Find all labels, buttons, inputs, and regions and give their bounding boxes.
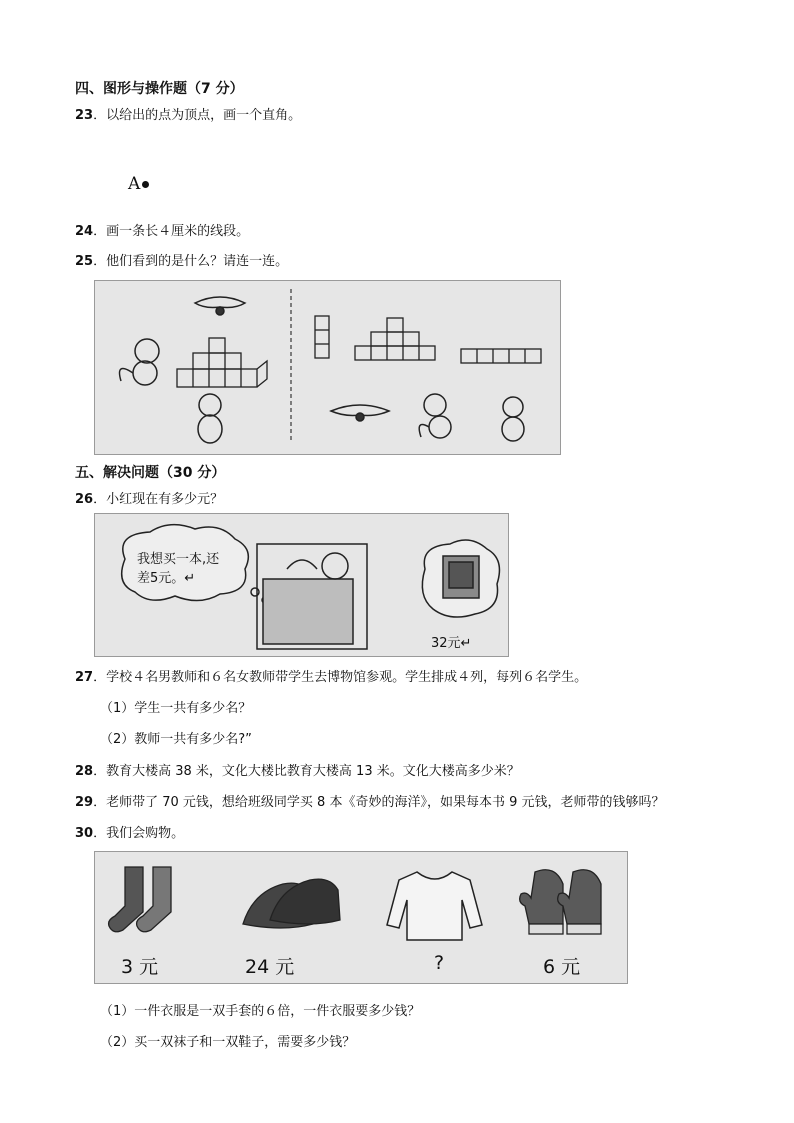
book-thought-icon <box>422 540 499 617</box>
question-text: 老师带了 70 元钱，想给班级同学买 8 本《奇妙的海洋》，如果每本书 9 元钱，老师带的钱够吗？ <box>106 795 665 810</box>
question-text: 教育大楼高 38 米，文化大楼比教育大楼高 13 米。文化大楼高多少米？ <box>106 764 520 779</box>
sweater-price: ? <box>434 952 445 974</box>
question-text: 他们看到的是什么？请连一连。 <box>106 254 289 269</box>
top-view-icon <box>461 349 541 363</box>
question-28: 28．教育大楼高 38 米，文化大楼比教育大楼高 13 米。文化大楼高多少米？ <box>75 764 520 779</box>
block-pyramid-icon <box>177 338 267 387</box>
question-number: 23 <box>75 108 94 123</box>
question-30: 30．我们会购物。 <box>75 826 185 841</box>
point-a <box>128 174 149 194</box>
point-dot-icon <box>142 181 149 188</box>
question-text: 小红现在有多少元？ <box>106 492 224 507</box>
front-view-icon <box>355 318 435 360</box>
question-number: 29 <box>75 795 94 810</box>
bubble-text-line2: 差5元。↵ <box>137 571 196 586</box>
monkey-icon <box>120 339 160 385</box>
question-number: 27 <box>75 670 94 685</box>
question-text: 画一条长４厘米的线段。 <box>106 224 250 239</box>
question-23: 23．以给出的点为顶点，画一个直角。 <box>75 108 302 123</box>
mittens-price: 6 元 <box>543 956 581 978</box>
shoes-price: 24 元 <box>245 956 295 978</box>
cat-icon <box>502 397 524 441</box>
girl-at-desk-icon <box>257 544 367 649</box>
question-number: 25 <box>75 254 94 269</box>
question-text: 以给出的点为顶点，画一个直角。 <box>106 108 302 123</box>
book-price-label: 32元↵ <box>431 636 472 651</box>
bird-icon <box>331 405 389 421</box>
girl-book-picture <box>94 513 509 657</box>
question-29: 29．老师带了 70 元钱，想给班级同学买 8 本《奇妙的海洋》，如果每本书 9 元钱，老师带的钱够吗？ <box>75 795 665 810</box>
socks-icon <box>109 867 171 932</box>
question-27: 27．学校４名男教师和６名女教师带学生去博物馆参观。学生排成４列，每列６名学生。 <box>75 670 588 685</box>
question-25: 25．他们看到的是什么？请连一连。 <box>75 254 289 269</box>
side-view-icon <box>315 316 329 358</box>
question-30-part-1: （1）一件衣服是一双手套的６倍，一件衣服要多少钱？ <box>100 1004 421 1019</box>
section-5-title: 五、解决问题（30 分） <box>75 465 226 481</box>
question-27-part-1: （1）学生一共有多少名？ <box>100 701 252 716</box>
question-text: 我们会购物。 <box>106 826 185 841</box>
question-text: 学校４名男教师和６名女教师带学生去博物馆参观。学生排成４列，每列６名学生。 <box>106 670 588 685</box>
bird-icon <box>195 297 245 315</box>
shopping-items-picture <box>94 851 628 984</box>
question-24: 24．画一条长４厘米的线段。 <box>75 224 250 239</box>
sweater-icon <box>387 872 482 940</box>
question-number: 30 <box>75 826 94 841</box>
monkey-icon <box>419 394 451 438</box>
question-number: 24 <box>75 224 94 239</box>
question-number: 26 <box>75 492 94 507</box>
socks-price: 3 元 <box>121 956 159 978</box>
views-matching-picture <box>94 280 561 455</box>
cat-icon <box>198 394 222 443</box>
question-number: 28 <box>75 764 94 779</box>
section-4-title: 四、图形与操作题（7 分） <box>75 81 244 97</box>
shoes-icon <box>243 879 340 928</box>
point-label: A <box>128 174 141 194</box>
bubble-text-line1: 我想买一本,还 <box>137 552 220 567</box>
mittens-icon <box>520 870 601 934</box>
question-27-part-2: （2）教师一共有多少名?” <box>100 732 252 747</box>
question-26: 26．小红现在有多少元？ <box>75 492 224 507</box>
question-30-part-2: （2）买一双袜子和一双鞋子，需要多少钱？ <box>100 1035 356 1050</box>
